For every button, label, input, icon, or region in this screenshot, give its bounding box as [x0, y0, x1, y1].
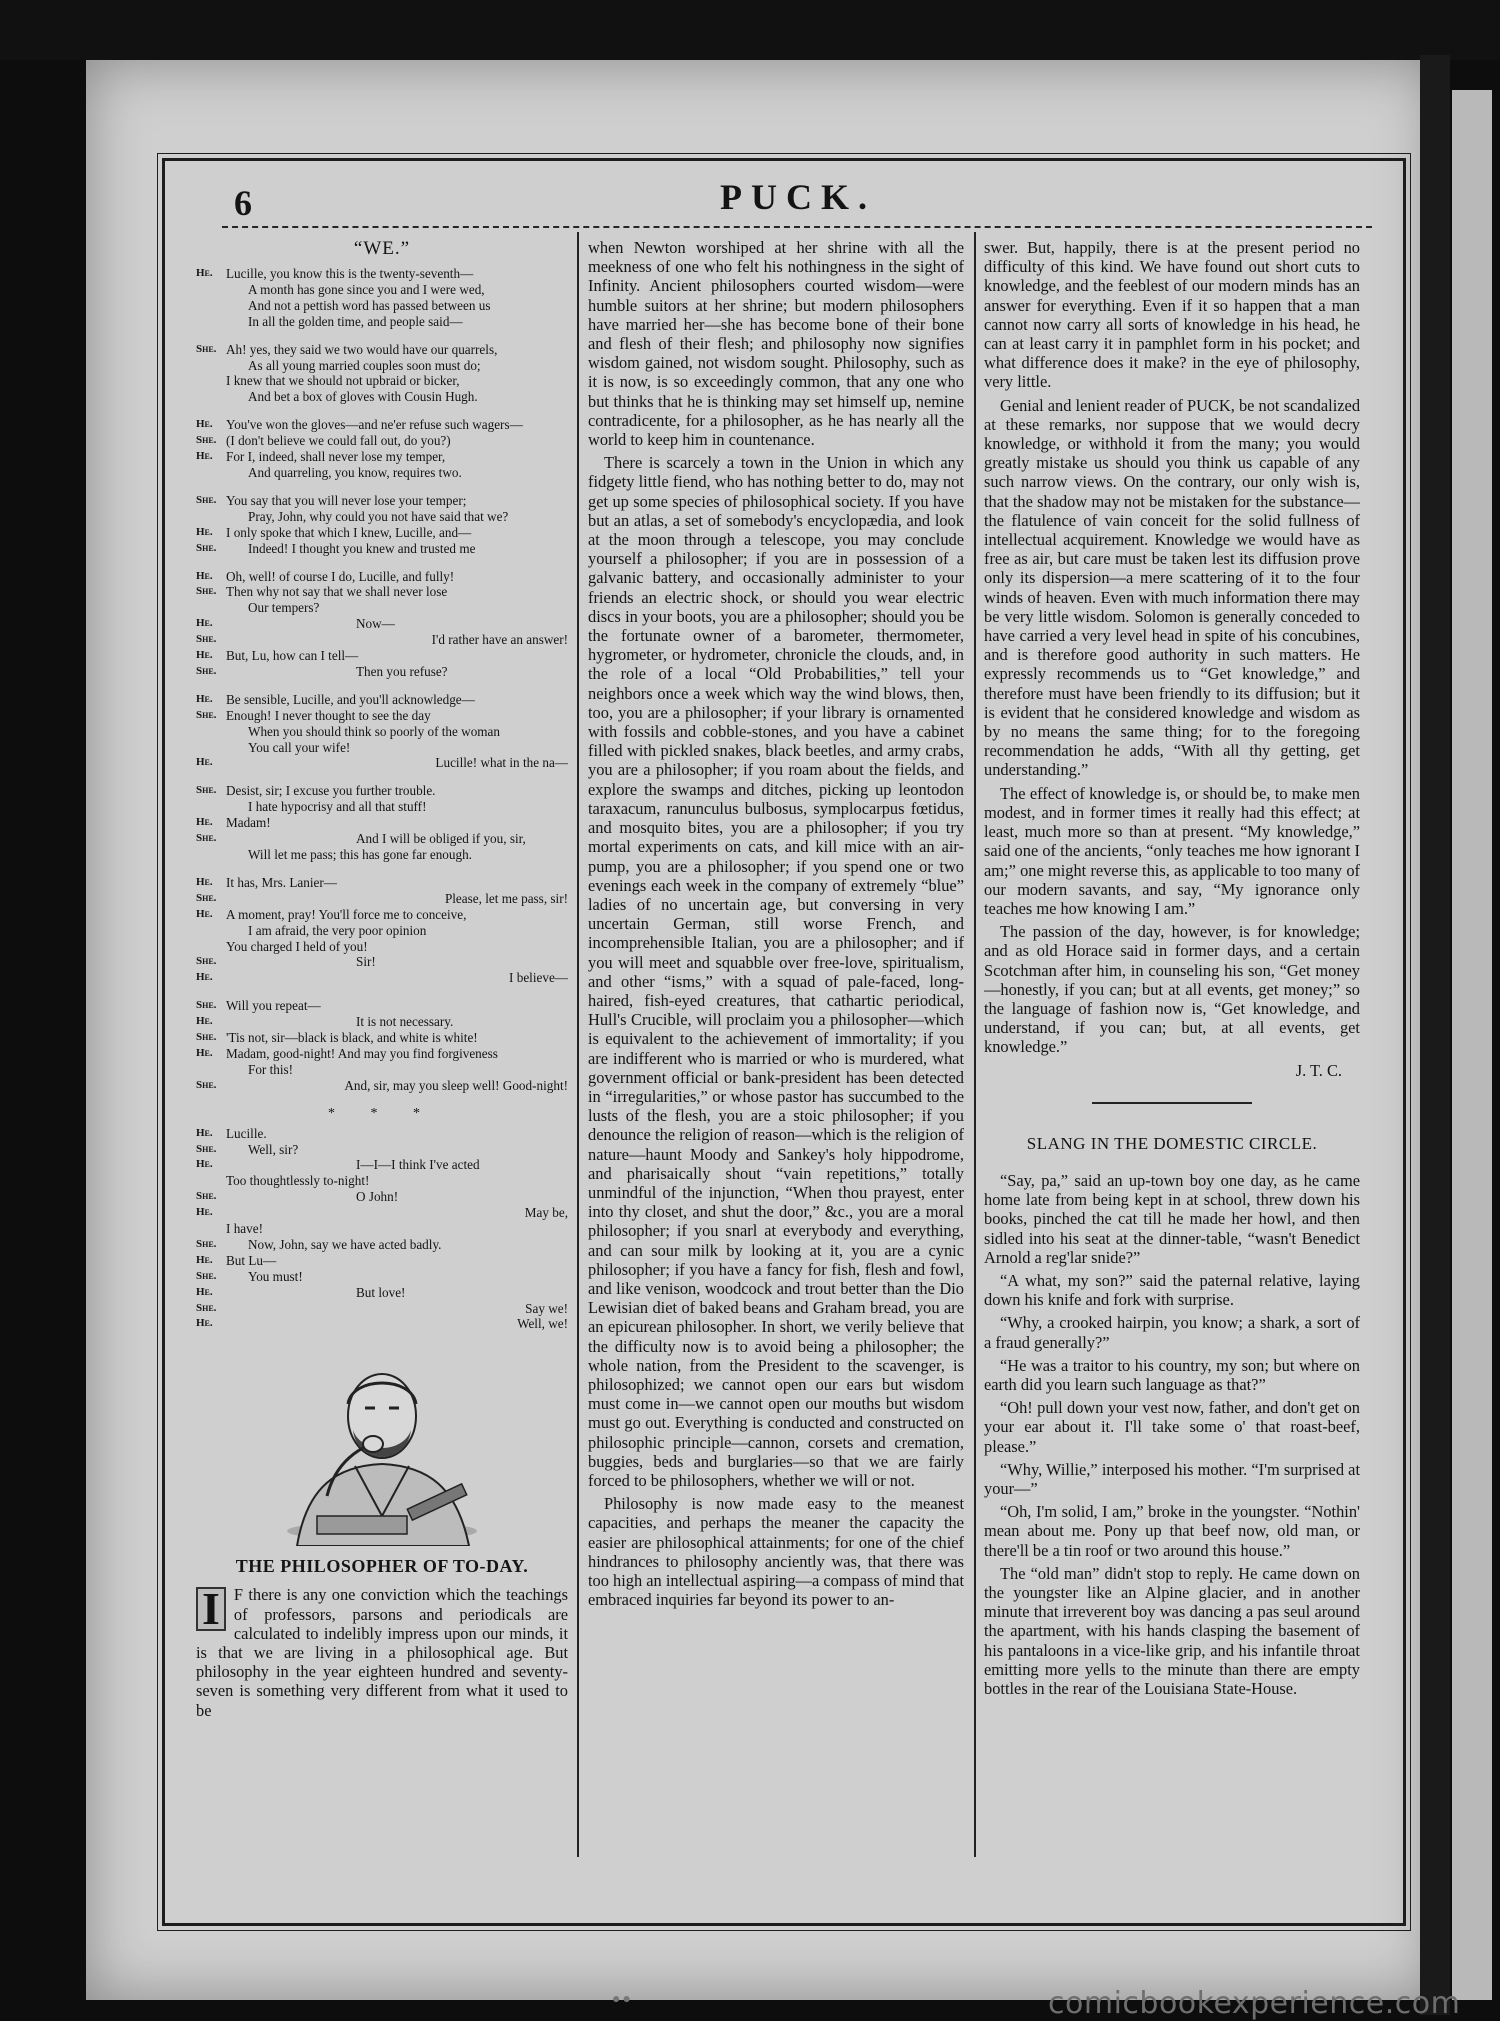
poem-line-text: Pray, John, why could you not have said that we?: [248, 508, 509, 524]
poem-line-text: (I don't believe we could fall out, do you?): [226, 433, 451, 449]
poem-line-text: Madam, good-night! And may you find forgiveness: [226, 1045, 498, 1061]
speaker-label: She.: [196, 585, 217, 598]
speaker-label: He.: [196, 1126, 213, 1139]
speaker-label: [196, 358, 226, 374]
poem-line: [196, 923, 568, 939]
poem-line-text: May be,: [524, 1205, 568, 1221]
poem-line-text: Lucille! what in the na—: [435, 755, 568, 771]
speaker-label: He.: [196, 1206, 213, 1219]
speaker-label: He.: [196, 617, 213, 630]
poem-line: [196, 509, 568, 525]
poem-line-text: Now, John, say we have acted badly.: [248, 1236, 442, 1252]
poem-line: [196, 1301, 568, 1317]
story-paragraph: “Oh! pull down your vest now, father, and don't get on your ear about it. I'll take some o' that roast-beef, please.”: [984, 1398, 1360, 1456]
poem-stanza: [196, 875, 568, 986]
poem-line: [196, 740, 568, 756]
poem-line-text: In all the golden time, and people said—: [248, 313, 463, 329]
speaker-label: [196, 740, 226, 756]
site-watermark: comicbookexperience.com: [1048, 1986, 1461, 2021]
speaker-label: She.: [196, 434, 217, 447]
poem-line: [196, 1285, 568, 1301]
speaker-label: He.: [196, 816, 213, 829]
speaker-label: [196, 847, 226, 863]
poem-line-text: For I, indeed, shall never lose my temper,: [226, 449, 446, 465]
poem-line-text: Then why not say that we shall never lose: [226, 584, 448, 600]
poem-line: [196, 831, 568, 847]
speaker-label: [196, 298, 226, 314]
poem-line: [196, 1126, 568, 1142]
column-left: [196, 238, 568, 1868]
story-paragraph: “Why, Willie,” interposed his mother. “I'm surprised at your—”: [984, 1459, 1360, 1498]
speaker-label: He.: [196, 569, 213, 582]
poem-line: [196, 755, 568, 771]
poem-line-text: It has, Mrs. Lanier—: [226, 874, 337, 890]
poem-line: [196, 358, 568, 374]
poem-line-text: Desist, sir; I excuse you further trouble.: [226, 783, 436, 799]
poem-line-text: And bet a box of gloves with Cousin Hugh.: [248, 389, 478, 405]
speaker-label: [196, 389, 226, 405]
speaker-label: She.: [196, 541, 217, 554]
poem-line: [196, 1221, 568, 1237]
poem-line: [196, 314, 568, 330]
story-paragraph: “Why, a crooked hairpin, you know; a shark, a sort of a fraud generally?”: [984, 1313, 1360, 1352]
speaker-label: He.: [196, 756, 213, 769]
page-header: [228, 176, 1368, 226]
poem-line: [196, 569, 568, 585]
story-paragraph: “Say, pa,” said an up-town boy one day, as he came home late from being kept in at school, threw down his books, pinched the cat till he made her howl, and then sidled into his seat at the dinner-table, “wasn't Benedict Arnold a reg'lar snide?”: [984, 1170, 1360, 1267]
poem-line: [196, 815, 568, 831]
speaker-label: She.: [196, 1142, 217, 1155]
poem-line-text: Lucille, you know this is the twenty-seventh—: [226, 266, 474, 281]
poem-stanza: [196, 493, 568, 557]
poem-line: [196, 584, 568, 600]
binding-spine: [1420, 55, 1450, 2015]
article-lead: [196, 1585, 568, 1719]
poem-line-text: And not a pettish word has passed between us: [248, 297, 491, 313]
poem-line: [196, 632, 568, 648]
poem-line: [196, 541, 568, 557]
speaker-label: [196, 799, 226, 815]
poem-line-text: I believe—: [509, 970, 568, 986]
article-paragraph: swer. But, happily, there is at the present period no difficulty of this kind. We have found out short cuts to knowledge, and the feeblest of our modern minds has an answer for everything. Even if it so happen that a man cannot now carry all sorts of knowledge in his head, he can at least carry it in pamphlet form in his pocket; and what difference does it make? in the eye of philosophy, very little.: [984, 238, 1360, 392]
speaker-label: She.: [196, 664, 217, 677]
poem-line: [196, 954, 568, 970]
poem-line-text: I have!: [226, 1221, 263, 1237]
poem-line-text: And quarreling, you know, requires two.: [248, 464, 462, 480]
speaker-label: She.: [196, 493, 217, 506]
poem-line-text: I'd rather have an answer!: [431, 632, 568, 648]
poem-line-text: Be sensible, Lucille, and you'll acknowledge—: [226, 691, 475, 707]
speaker-label: [196, 1062, 226, 1078]
speaker-label: He.: [196, 418, 213, 431]
poem-line-text: Oh, well! of course I do, Lucille, and fully!: [226, 568, 455, 584]
speaker-label: He.: [196, 875, 213, 888]
column-rule: [577, 232, 579, 1857]
article-paragraph: The passion of the day, however, is for knowledge; and as old Horace said in former days, and a certain Scotchman after him, in counseling his son, “Get money—honestly, if you can; but at all events, get money;” so the language of fashion now is, “Get knowledge, and understand, if you can; but, at all events, get knowledge.”: [984, 922, 1360, 1057]
speaker-label: He.: [196, 267, 213, 279]
speaker-label: [196, 282, 226, 298]
speaker-label: She.: [196, 832, 217, 845]
poem-line: [196, 1269, 568, 1285]
speaker-label: [196, 923, 226, 939]
poem-line: [196, 724, 568, 740]
speaker-label: [196, 314, 226, 330]
poem-line-text: You charged I held of you!: [226, 938, 368, 954]
philosopher-illustration: [257, 1346, 507, 1546]
poem-line-text: And I will be obliged if you, sir,: [356, 831, 526, 847]
speaker-label: [196, 1221, 226, 1237]
drop-cap: I: [196, 1587, 226, 1631]
story-paragraph: “A what, my son?” said the paternal relative, laying down his knife and fork with surprise.: [984, 1270, 1360, 1310]
poem-line-text: Say we!: [525, 1300, 568, 1316]
speaker-label: She.: [196, 633, 217, 646]
poem-line-text: Well, we!: [517, 1316, 568, 1332]
poem-line-text: Will you repeat—: [226, 998, 321, 1014]
poem-line: [196, 970, 568, 986]
speaker-label: She.: [196, 342, 217, 355]
column-right: [984, 238, 1360, 1868]
speaker-label: She.: [196, 784, 217, 797]
masthead-title: PUCK.: [720, 177, 876, 217]
poem-stanza: [196, 266, 568, 330]
poem-line-text: Madam!: [226, 815, 271, 831]
poem-line-text: You say that you will never lose your temper;: [226, 492, 467, 508]
speaker-label: [196, 600, 226, 616]
speaker-label: He.: [196, 907, 213, 920]
speaker-label: He.: [196, 1158, 213, 1171]
poem-line-text: Now—: [356, 616, 395, 632]
poem-line: [196, 875, 568, 891]
poem-line: [196, 907, 568, 923]
speaker-label: [196, 1173, 226, 1189]
article-paragraph: when Newton worshiped at her shrine with all the meekness of one who felt his nothingness in the sight of Infinity. Ancient philosophers courted wisdom—were humble suitors at her shrine; but modern philosophers have married her—she has become bone of their bone and flesh of their flesh; and philosophy now signifies wisdom gained, not wisdom sought. Philosophy, such as it is now, is so exceedingly common, that any one who but thinks that he is thinking may set himself up, nemine contradicente, for a philosopher, as he has nearly all the world to keep him in countenance.: [588, 238, 964, 450]
speaker-label: She.: [196, 1269, 217, 1282]
poem-line-text: As all young married couples soon must do;: [248, 357, 481, 373]
column-rule: [974, 232, 976, 1857]
poem-line-text: Will let me pass; this has gone far enough.: [248, 847, 472, 862]
story-paragraph: “He was a traitor to his country, my son; but where on earth did you learn such language as that?”: [984, 1355, 1360, 1394]
poem-line: [196, 1062, 568, 1078]
poem-line: [196, 433, 568, 449]
poem-line-text: You call your wife!: [248, 739, 351, 755]
poem-line: [196, 648, 568, 664]
speaker-label: He.: [196, 1285, 213, 1298]
speaker-label: She.: [196, 955, 217, 968]
poem-line-text: But, Lu, how can I tell—: [226, 648, 359, 664]
poem-divider: * * *: [328, 1105, 436, 1121]
scan-background: [0, 0, 1500, 60]
poem-stanza: [196, 342, 568, 406]
poem-line: [196, 449, 568, 465]
article-lead-text: F there is any one conviction which the teachings of professors, parsons and periodicals are calculated to indelibly impress upon our minds, it is that we are living in a philosophical age. But philosophy in the year eighteen hundred and seventy-seven is something very different from what it used to be: [196, 1585, 568, 1720]
poem-line: [196, 465, 568, 481]
poem-line: [196, 799, 568, 815]
poem-line: [196, 342, 568, 358]
speaker-label: She.: [196, 1301, 217, 1314]
speaker-label: He.: [196, 525, 213, 538]
poem-line-text: But love!: [356, 1284, 406, 1300]
poem-line-text: I knew that we should not upbraid or bicker,: [226, 373, 460, 389]
poem-line: [196, 1014, 568, 1030]
poem-stanza: [196, 417, 568, 481]
poem-line: [196, 616, 568, 632]
poem-line: [196, 389, 568, 405]
poem-line: [196, 1237, 568, 1253]
poem-line-text: It is not necessary.: [356, 1014, 454, 1030]
illustration-caption: THE PHILOSOPHER OF TO-DAY.: [235, 1556, 529, 1577]
poem-line-text: Please, let me pass, sir!: [444, 890, 568, 906]
poem-stanza: [196, 783, 568, 863]
poem-line: [196, 664, 568, 680]
poem-line: [196, 783, 568, 799]
poem-line-text: Too thoughtlessly to-night!: [226, 1173, 370, 1189]
facing-page-edge: [1452, 90, 1492, 2000]
poem-line-text: When you should think so poorly of the woman: [248, 723, 500, 739]
speaker-label: She.: [196, 1078, 217, 1091]
poem-we: [196, 266, 568, 1332]
speaker-label: He.: [196, 450, 213, 463]
poem-line: [196, 417, 568, 433]
poem-line: [196, 298, 568, 314]
speaker-label: She.: [196, 1190, 217, 1203]
poem-title: “WE.”: [353, 238, 411, 259]
speaker-label: [196, 724, 226, 740]
poem-line-text: I hate hypocrisy and all that stuff!: [248, 799, 427, 815]
poem-line: [196, 1046, 568, 1062]
poem-line-text: And, sir, may you sleep well! Good-night!: [344, 1077, 568, 1093]
poem-line-text: O John!: [356, 1189, 399, 1205]
poem-line-text: Sir!: [356, 954, 376, 970]
poem-line: [196, 282, 568, 298]
poem-line: [196, 708, 568, 724]
speaker-label: She.: [196, 891, 217, 904]
speaker-label: She.: [196, 999, 217, 1012]
article-paragraph: There is scarcely a town in the Union in which any fidgety little fiend, who has nothing better to do, may not get up some species of philosophical society. If you have but an atlas, a set of somebody's encyclopædia, and look at the moon through a telescope, you may conclude yourself a philosopher; if you are in possession of a galvanic battery, and occasionally administer to your friends an electric shock, or should you wear electric discs in your boots, you are a philosopher; should you be the fortunate owner of a barometer, thermometer, hygrometer, or hydrometer, chronicle the clouds, and, in the role of a local “Old Probabilities,” tell your neighbors once a week which way the wind blows, then, too, you are a philosopher; if your library is ornamented with fossils and cobble-stones, and you have a cabinet filled with pickled snakes, black beetles, and army crabs, you are a philosopher; if you roam about the fields, and explore the swamps and ditches, picking up leontodon taraxacum, ranunculus bulbosus, symplocarpus fœtidus, and mosquito bites, you are a philosopher; if you try mortal experiments on cats, and kill mice with an air-pump, you are a philosopher; if you spend one or two evenings each week in the company of extremely “blue” ladies of no uncertain age, but conversing in very uncertain German, still worse French, and incomprehensible Italian, you are a philosopher; and if you will meet and squabble over free-love, spiritualism, and other “isms,” with a squad of pale-faced, long-haired, fish-eyed creatures, that cathartic periodical, Hull's Crucible, will proclaim you a philosopher—which is equivalent to the achievement of immortality; if you are indifferent who is married or who is murdered, what government official or bank-president has been detected in “irregularities,” or whose pastor has succumbed to the lusts of the flesh, you are a stoic philosopher; if you denounce the religion of reason—which is the religion of nature—haunt Moody and Sankey's holy hippodrome, and pharisaically shout “vain repetitions,” totally unmindful of the injunction, “When thou prayest, enter into thy closet, and shut the door,” &c., you are a moral philosopher; if you snarl at everybody and everything, and can sour milk by looking at it, you are a cynic philosopher; if you have a fancy for fish, flesh and fowl, and like venison, woodcock and trout better than the Dio Lewisian diet of baked beans and Graham bread, you are an epicurean philosopher. In short, we verily believe that the difficulty now is to avoid being a philosopher; the whole nation, from the President to the scavenger, is philosophized; we cannot open our ears but wisdom must come in—we cannot open our mouths but wisdom must go out. Everything is conducted and constructed on philosophic principle—cannon, corsets and cremation, buggies, beds and burglaries—so that we are fairly forced to be philosophers, whether we will or not.: [588, 453, 964, 1490]
poem-stanza: [196, 569, 568, 680]
poem-line-text: Indeed! I thought you knew and trusted me: [248, 540, 476, 556]
poem-line: [196, 266, 568, 282]
section-divider: [1092, 1102, 1252, 1104]
poem-line-text: Well, sir?: [248, 1141, 299, 1157]
poem-line-text: I—I—I think I've acted: [356, 1157, 480, 1173]
poem-line: [196, 1205, 568, 1221]
poem-stanza: [196, 692, 568, 772]
poem-line-text: For this!: [248, 1061, 294, 1077]
poem-stanza: [196, 998, 568, 1093]
poem-line: [196, 493, 568, 509]
story-paragraph: “Oh, I'm solid, I am,” broke in the youngster. “Nothin' mean about me. Pony up that beef now, old man, or there'll be a tin roof or two around this house.”: [984, 1502, 1360, 1560]
poem-line-text: You've won the gloves—and ne'er refuse such wagers—: [226, 417, 523, 433]
speaker-label: He.: [196, 649, 213, 662]
article-paragraph: Genial and lenient reader of PUCK, be not scandalized at these remarks, nor suppose that we would decry knowledge, or withhold it from the many; you would greatly mistake us should you think us capable of any such narrow views. On the contrary, our only wish is, that the shadow may not be mistaken for the substance—the flatulence of vain conceit for the solid fullness of intellectual acquirement. Knowledge we would have as free as air, but care must be taken lest its diffusion prove only its dispersion—a mere scattering of it to the four winds of heaven. Even with much information there may be very little wisdom. Solomon is generally conceded to have carried a very level head in spite of his concubines, and is therefore good authority in such matters. He expressly recommends us to “Get knowledge,” and therefore must have been friendly to its diffusion; but it is evident that he considered knowledge and wisdom as by no means the same thing; for to the foregoing recommendation he adds, “With all thy getting, get understanding.”: [984, 395, 1360, 780]
poem-line: [196, 1253, 568, 1269]
speaker-label: She.: [196, 1031, 217, 1044]
speaker-label: [196, 509, 226, 525]
page-footer-ornament: ●●: [612, 1992, 633, 2007]
speaker-label: He.: [196, 1015, 213, 1028]
poem-line-text: I only spoke that which I knew, Lucille, and—: [226, 524, 472, 540]
poem-line-text: A moment, pray! You'll force me to conceive,: [226, 906, 467, 922]
poem-line: [196, 1173, 568, 1189]
speaker-label: She.: [196, 1237, 217, 1250]
poem-line-text: Then you refuse?: [356, 663, 448, 679]
poem-line: [196, 1189, 568, 1205]
poem-line-text: Lucille.: [226, 1125, 267, 1141]
speaker-label: [196, 939, 226, 955]
poem-line: [196, 373, 568, 389]
speaker-label: He.: [196, 1317, 213, 1330]
poem-line-text: 'Tis not, sir—black is black, and white is white!: [226, 1030, 478, 1046]
poem-line: [196, 998, 568, 1014]
speaker-label: [196, 373, 226, 389]
page-number: 6: [234, 183, 252, 223]
poem-line: [196, 692, 568, 708]
poem-line-text: Enough! I never thought to see the day: [226, 707, 431, 723]
poem-line: [196, 525, 568, 541]
poem-line-text: Ah! yes, they said we two would have our quarrels,: [226, 341, 498, 357]
story-paragraph: The “old man” didn't stop to reply. He came down on the youngster like an Alpine glacier, and in another minute that irreverent boy was dancing a pas seul around the apartment, with his hands clasping the basement of his pantaloons in a vice-like grip, and his infantile throat emitting more yells to the minute than there are empty bottles in the rear of the Louisiana State-House.: [984, 1563, 1360, 1699]
poem-line-text: I am afraid, the very poor opinion: [248, 922, 427, 938]
speaker-label: He.: [196, 1253, 213, 1266]
poem-line: [196, 1078, 568, 1094]
poem-stanza: [196, 1126, 568, 1333]
poem-line: [196, 1030, 568, 1046]
header-rule: [222, 226, 1372, 228]
speaker-label: She.: [196, 708, 217, 721]
poem-line-text: You must!: [248, 1268, 303, 1284]
article-paragraph: Philosophy is now made easy to the meanest capacities, and perhaps the meaner the capacity the easier are philosophical attainments; for one of the chief hindrances to philosophy anciently was, that there was too high an intellectual aspiring—a compass of mind that embraced inquiries far beyond its power to an-: [588, 1494, 964, 1610]
poem-line: [196, 1316, 568, 1332]
poem-line-text: Our tempers?: [248, 600, 320, 616]
poem-line: [196, 1157, 568, 1173]
article-paragraph: The effect of knowledge is, or should be, to make men modest, and in former times it really had this effect; at least, much more so than at present. “My knowledge,” said one of the ancients, “only teaches me how ignorant I am;” one might reverse this, as applicable to too many of our modern savants, and say, “My ignorance only teaches me how knowing I am.”: [984, 783, 1360, 918]
poem-line: [196, 1142, 568, 1158]
author-signature: J. T. C.: [1295, 1060, 1342, 1080]
poem-line: [196, 891, 568, 907]
poem-line-text: A month has gone since you and I were wed,: [248, 281, 485, 297]
speaker-label: [196, 465, 226, 481]
poem-line: [196, 847, 568, 863]
speaker-label: He.: [196, 692, 213, 705]
speaker-label: He.: [196, 1046, 213, 1059]
section-title: SLANG IN THE DOMESTIC CIRCLE.: [1026, 1133, 1318, 1153]
poem-line-text: But Lu—: [226, 1252, 277, 1268]
poem-line: [196, 939, 568, 955]
column-middle: [588, 238, 964, 1868]
speaker-label: He.: [196, 971, 213, 984]
poem-line: [196, 600, 568, 616]
